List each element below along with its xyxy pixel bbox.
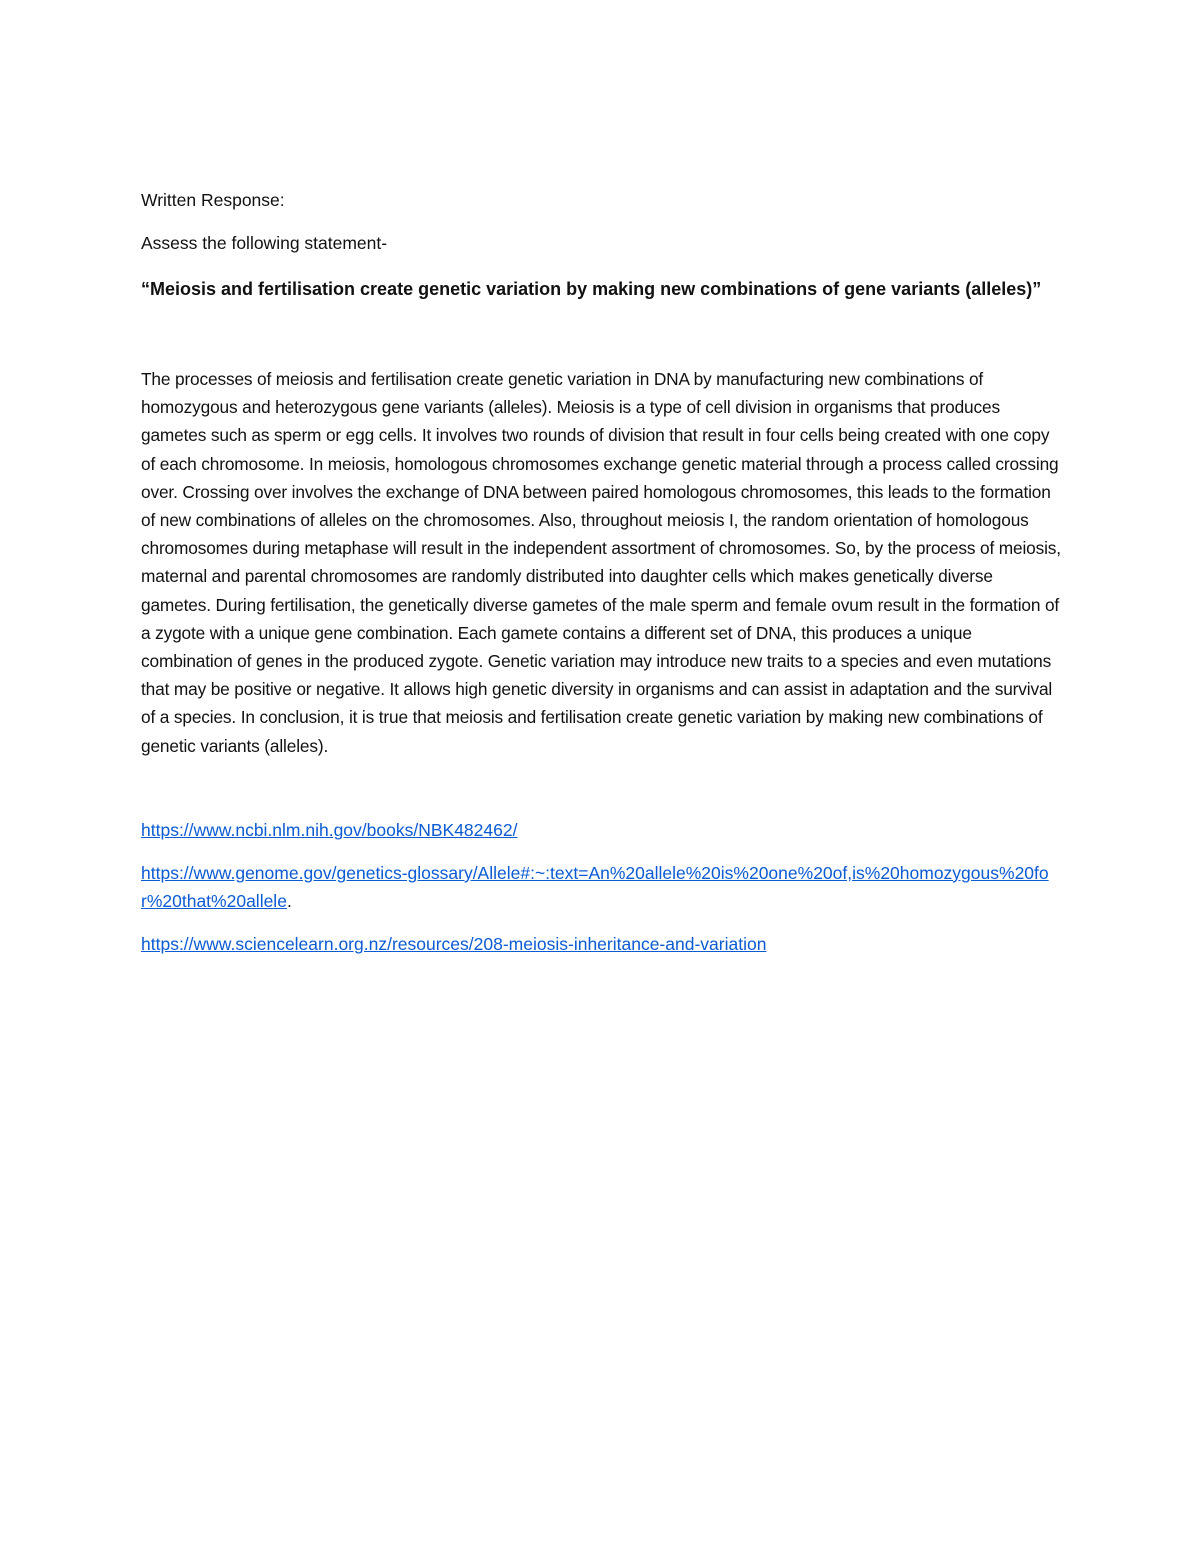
reference-item	[141, 859, 1061, 915]
reference-link-ncbi[interactable]: https://www.ncbi.nlm.nih.gov/books/NBK482462/	[141, 819, 518, 840]
instruction-text: Assess the following statement-	[141, 233, 388, 253]
reference-suffix: .	[286, 890, 292, 911]
response-paragraph: The processes of meiosis and fertilisation create genetic variation in DNA by manufacturing new combinations of homozygous and heterozygous gene variants (alleles). Meiosis is a type of cell division in organisms that produces gametes such as sperm or egg cells. It involves two rounds of division that result in four cells being created with one copy of each chromosome. In meiosis, homologous chromosomes exchange genetic material through a process called crossing over. Crossing over involves the exchange of DNA between paired homologous chromosomes, this leads to the formation of new combinations of alleles on the chromosomes. Also, throughout meiosis I, the random orientation of homologous chromosomes during metaphase will result in the independent assortment of chromosomes. So, by the process of meiosis, maternal and parental chromosomes are randomly distributed into daughter cells which makes genetically diverse gametes. During fertilisation, the genetically diverse gametes of the male sperm and female ovum result in the formation of a zygote with a unique gene combination. Each gamete contains a different set of DNA, this produces a unique combination of genes in the produced zygote. Genetic variation may introduce new traits to a species and even mutations that may be positive or negative. It allows high genetic diversity in organisms and can assist in adaptation and the survival of a species. In conclusion, it is true that meiosis and fertilisation create genetic variation by making new combinations of genetic variants (alleles).	[141, 369, 1061, 756]
reference-item	[141, 816, 1061, 844]
reference-link-sciencelearn[interactable]: https://www.sciencelearn.org.nz/resources/208-meiosis-inheritance-and-variation	[141, 933, 767, 954]
statement-quote: “Meiosis and fertilisation create genetic variation by making new combinations of gene variants (alleles)”	[141, 279, 1042, 299]
section-label: Written Response:	[141, 190, 285, 210]
reference-item	[141, 930, 1061, 958]
reference-link-genome[interactable]: https://www.genome.gov/genetics-glossary/Allele#:~:text=An%20allele%20is%20one%20of,is%20homozygous%20for%20that%20allele	[141, 862, 1049, 911]
document-content	[141, 186, 1061, 973]
